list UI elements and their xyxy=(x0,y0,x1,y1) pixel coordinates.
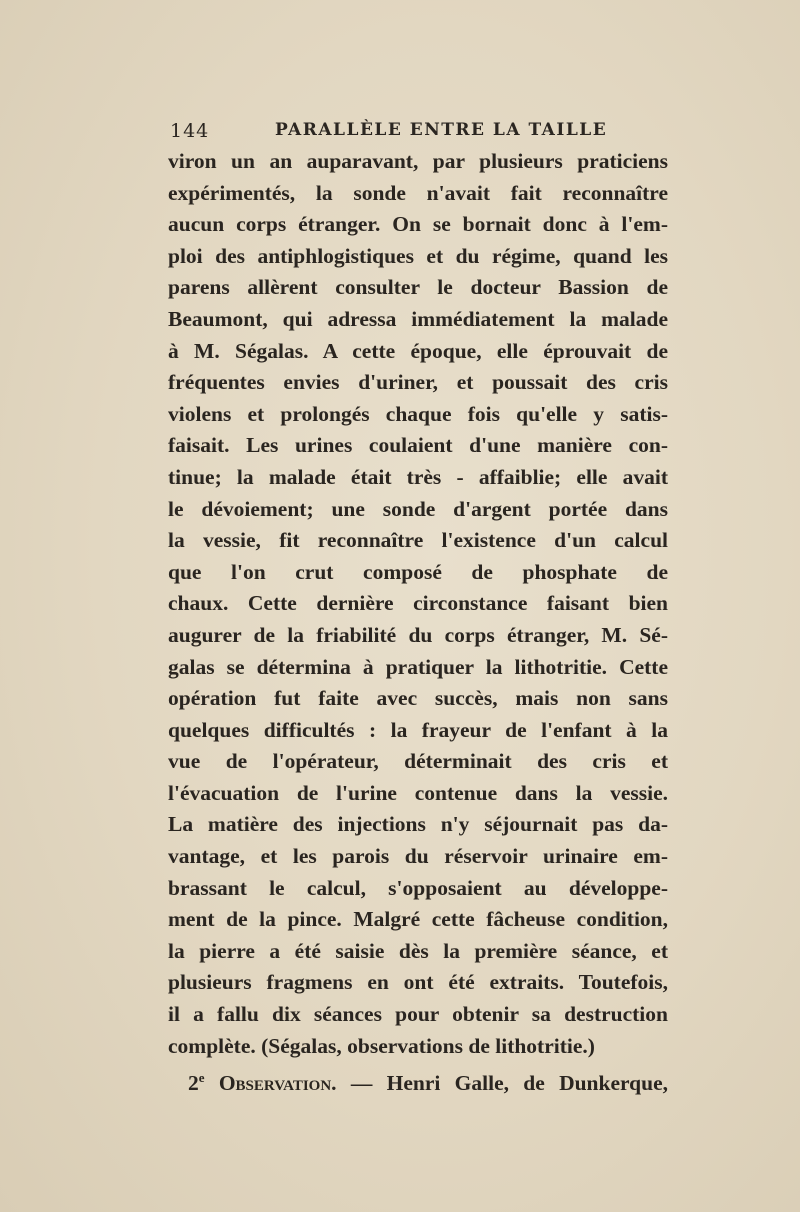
text-line: la pierre a été saisie dès la première séance, et xyxy=(168,938,668,963)
text-line: parens allèrent consulter le docteur Bassion de xyxy=(168,275,668,300)
text-line: faisait. Les urines coulaient d'une manière con- xyxy=(168,433,668,458)
text-line: Beaumont, qui adressa immédiatement la malade xyxy=(168,306,668,331)
body-text xyxy=(168,146,668,1094)
observation-superscript: e xyxy=(198,1070,205,1086)
text-line: que l'on crut composé de phosphate de xyxy=(168,559,668,584)
text-line: augurer de la friabilité du corps étranger, M. Sé- xyxy=(168,622,668,647)
text-line: ment de la pince. Malgré cette fâcheuse condition, xyxy=(168,907,668,932)
observation-heading xyxy=(168,1062,668,1094)
text-line: complète. (Ségalas, observations de lithotritie.) xyxy=(168,1033,595,1058)
text-line: violens et prolongés chaque fois qu'elle y satis- xyxy=(168,401,668,426)
text-line: tinue; la malade était très - affaiblie; elle avait xyxy=(168,464,668,489)
text-line: l'évacuation de l'urine contenue dans la vessie. xyxy=(168,780,668,805)
observation-text: Henri Galle, de Dunkerque, xyxy=(386,1071,668,1096)
text-line: plusieurs fragmens en ont été extraits. Toutefois, xyxy=(168,970,668,995)
observation-label: Observation. xyxy=(218,1071,337,1096)
text-line: expérimentés, la sonde n'avait fait reconnaître xyxy=(168,180,668,205)
page-number: 144 xyxy=(170,120,210,142)
text-line: vue de l'opérateur, déterminait des cris et xyxy=(168,749,668,774)
text-line: à M. Ségalas. A cette époque, elle éprouvait de xyxy=(168,338,668,363)
text-line: opération fut faite avec succès, mais non sans xyxy=(168,686,668,711)
observation-number: 2 xyxy=(188,1071,199,1096)
text-line: la vessie, fit reconnaître l'existence d'un calcul xyxy=(168,528,668,553)
text-line: viron un an auparavant, par plusieurs praticiens xyxy=(168,149,668,173)
running-title: PARALLÈLE ENTRE LA TAILLE xyxy=(275,120,608,140)
text-line: La matière des injections n'y séjournait pas da- xyxy=(168,812,668,837)
text-line: le dévoiement; une sonde d'argent portée dans xyxy=(168,496,668,521)
text-line: quelques difficultés : la frayeur de l'enfant à la xyxy=(168,717,668,742)
page-header xyxy=(160,120,680,144)
text-line: il a fallu dix séances pour obtenir sa destruction xyxy=(168,1002,668,1027)
text-line: chaux. Cette dernière circonstance faisant bien xyxy=(168,591,668,616)
text-line: vantage, et les parois du réservoir urinaire em- xyxy=(168,844,668,869)
text-line: fréquentes envies d'uriner, et poussait des cris xyxy=(168,370,668,395)
observation-dash: — xyxy=(336,1071,387,1096)
text-line: galas se détermina à pratiquer la lithotritie. Cette xyxy=(168,654,668,679)
text-line: ploi des antiphlogistiques et du régime, quand les xyxy=(168,243,668,268)
text-line: brassant le calcul, s'opposaient au développe- xyxy=(168,875,668,900)
text-line: aucun corps étranger. On se bornait donc à l'em- xyxy=(168,212,668,237)
